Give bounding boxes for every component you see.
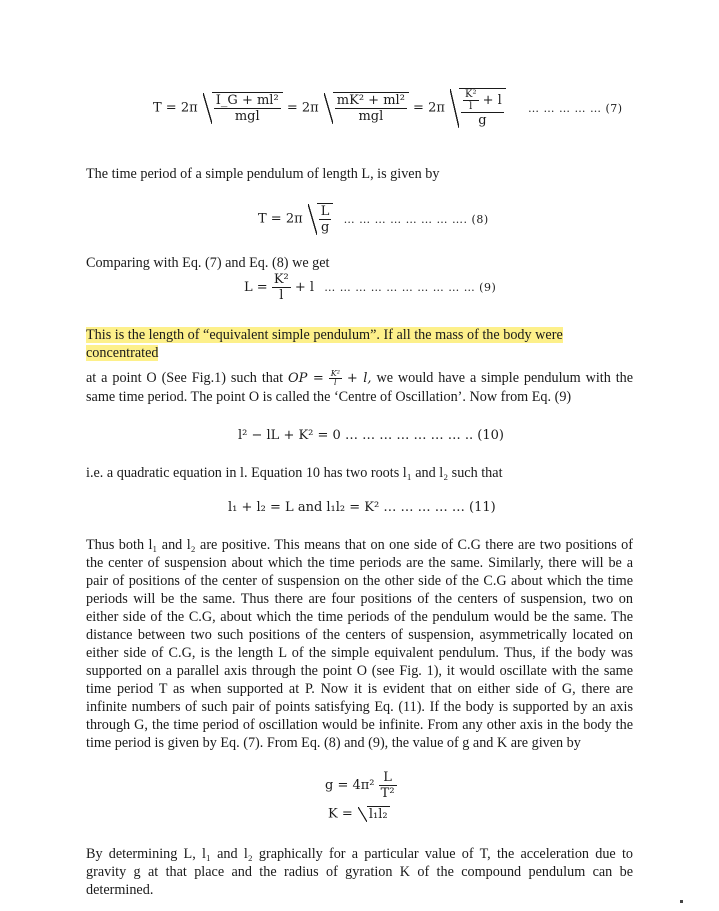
paragraph-6: Thus both l₁ and l₂ are positive. This means that on one side of C.G there are two positions of the center of suspension about which the time periods are the same. Similarly, there will be a pair of positions of the center of suspension on the other side of the C.G about which the time periods will be the same. Thus there are four positions of the centers of suspension, two on either side of the C.G, about which the time periods of the pendulum would be the same. The distance between two such positions of the centers of suspension, asymmetrically located on either side of C.G, is the length L of the simple equivalent pendulum. Thus, if the body was supported on a parallel axis through the point O (see Fig. 1), it would oscillate with the same time period T as when supported at P. Now it is evident that on either side of G, there are infinite numbers of such pair of points satisfying Eq. (11). If the body is supported by an axis through G, the time period of oscillation would be infinite. From any other axis in the body the time period is given by Eq. (7). From Eq. (8) and (9), the value of g and K are given by [86,537,633,751]
paragraph-4 [86,369,633,406]
eq7-lhs: T = 2π [153,100,198,116]
eqg-num: L [379,770,397,786]
eq7-sqrt-3 [459,88,506,128]
p4-text-b: we would have a simple pendulum with the same time period. The point O is called the ‘Centre of Oscillation’. Now from Eq. (9) [86,370,634,405]
page-mark [680,900,683,903]
eq7-frac-1 [214,93,281,124]
eqg-den: T² [380,786,395,801]
op-num: K² [330,369,340,379]
eq7-sqrt-1 [212,92,283,124]
op-rhs: + l, [346,371,372,386]
eq8-lhs: T = 2π [258,211,303,227]
paragraph-7: By determining L, l₁ and l₂ graphically for a particular value of T, the acceleration due to gravity g at that place and the radius of gyration K of the compound pendulum can be determined. [86,846,633,898]
eq7-frac-2-num: mK² + ml² [336,93,405,108]
eq9-den: l [279,288,284,303]
eqk-lhs: K = [328,806,353,822]
eq7-inner-frac [463,89,478,112]
equation-k [328,806,390,822]
eq9-frac [272,272,291,303]
eq7-frac-1-den: mgl [234,109,260,124]
eq7-frac-3-num [461,89,504,113]
eq7-dots: … … … … … (7) [527,101,623,115]
paragraph-5: i.e. a quadratic equation in l. Equation 10 has two roots l₁ and l₂ such that [86,465,503,481]
equation-9 [244,272,496,303]
p4-text-a: at a point O (See Fig.1) such that [86,370,284,386]
eqg-frac [379,770,397,801]
eqg-lhs: g = 4π² [325,778,375,793]
eq8-frac [319,204,332,235]
equation-8 [258,203,489,235]
paragraph-2: Comparing with Eq. (7) and Eq. (8) we get [86,255,330,271]
equation-g [325,770,397,801]
eq7-frac-2 [335,93,407,124]
eq9-rhs: + l [294,280,315,295]
eq9-lhs: L = [244,280,268,295]
eq9-dots: … … … … … … … … … … (9) [324,281,497,294]
paragraph-1: The time period of a simple pendulum of length L, is given by [86,166,440,182]
eq9-num: K² [273,272,289,287]
eq7-frac-3-den: g [478,113,487,128]
op-frac [329,370,342,387]
eq7-frac-3 [461,89,504,128]
eq7-2pi-a: = 2π [286,100,319,116]
eq7-frac-2-den: mgl [358,109,384,124]
eq7-frac-1-num: I_G + ml² [215,93,279,108]
eq8-dots: … … … … … … … …. (8) [343,212,489,226]
equation-10: l² − lL + K² = 0 … … … … … … … .. (10) [238,428,504,443]
eq7-2pi-b: = 2π [413,100,445,116]
equation-11: l₁ + l₂ = L and l₁l₂ = K² … … … … … (11) [228,500,496,515]
eq8-den: g [320,220,330,235]
highlighted-sentence [86,326,633,362]
equation-7 [153,88,623,128]
op-den: l [334,378,337,388]
eq7-sqrt-2 [333,92,409,124]
eqk-sqrt: l₁l₂ [368,807,388,822]
eq8-sqrt [317,203,334,235]
eq8-num: L [320,204,330,219]
eq7-inner-num: K² [465,89,477,100]
eq7-inner-den: l [469,101,473,112]
highlight-text: This is the length of “equivalent simple pendulum”. If all the mass of the body were concentrated [86,327,563,361]
op-lhs: OP = [288,371,324,386]
eq7-inner-plus: + l [482,93,502,108]
